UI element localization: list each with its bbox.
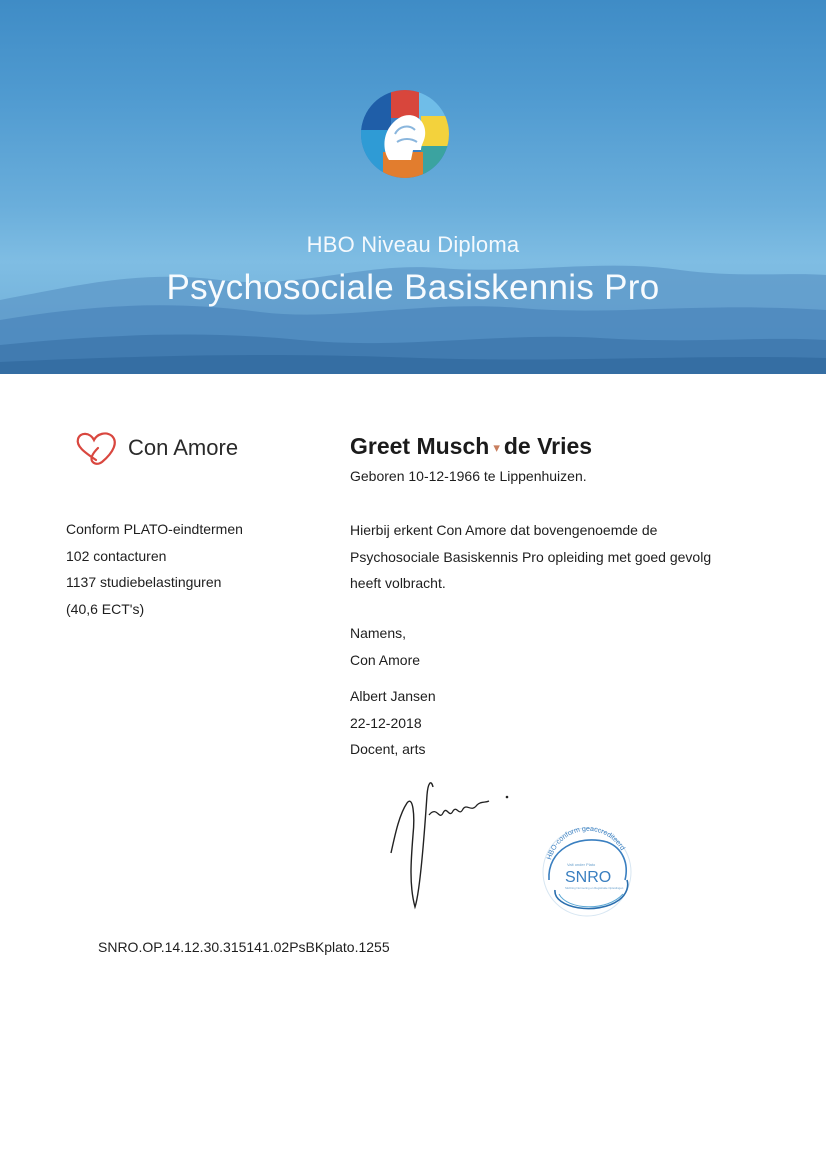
diploma-level: HBO Niveau Diploma <box>306 232 520 257</box>
certificate-code: SNRO.OP.14.12.30.315141.02PsBKplato.1255 <box>98 939 390 955</box>
diploma-title: Psychosociale Basiskennis Pro <box>166 268 660 307</box>
seal-small-text: Valt onder Plato <box>567 862 596 867</box>
snro-accreditation-seal <box>537 820 637 920</box>
mountain-landscape <box>0 0 826 374</box>
header-banner <box>0 0 826 374</box>
statement-line: Hierbij erkent Con Amore dat bovengenoemde de <box>350 522 658 538</box>
brain-logo-icon <box>361 90 449 178</box>
signatory <box>350 683 436 763</box>
course-details <box>66 516 243 622</box>
recipient-name-first: Greet Musch <box>350 433 490 459</box>
statement-line: heeft volbracht. <box>350 575 446 591</box>
handwritten-signature <box>385 775 525 915</box>
detail-line: 1137 studiebelastinguren <box>66 574 222 590</box>
recipient-birth: Geboren 10-12-1966 te Lippenhuizen. <box>350 468 587 484</box>
signatory-date: 22-12-2018 <box>350 714 422 731</box>
seal-arc-text-path: HBO-conform geaccrediteerd <box>546 825 626 861</box>
signatory-role: Docent, arts <box>350 741 426 757</box>
seal-caption: Stichting Normering en Registratie Opleidingen <box>565 886 624 890</box>
recipient-name-second: de Vries <box>503 433 593 459</box>
brand <box>72 430 238 466</box>
signatory-name: Albert Jansen <box>350 688 436 704</box>
recipient-name <box>350 433 592 460</box>
statement-line: Psychosociale Basiskennis Pro opleiding met goed gevolg <box>350 548 712 565</box>
detail-line: Conform PLATO-eindtermen <box>66 521 243 537</box>
on-behalf <box>350 620 420 673</box>
detail-line: (40,6 ECT's) <box>66 600 145 617</box>
heart-outline-icon <box>72 430 120 466</box>
statement <box>350 517 750 597</box>
separator-mark: ▾ <box>493 439 500 455</box>
detail-line: 102 contacturen <box>66 547 167 564</box>
on-behalf-line: Con Amore <box>350 651 421 668</box>
seal-acronym: SNRO <box>565 869 612 886</box>
brand-name: Con Amore <box>128 435 239 460</box>
on-behalf-line: Namens, <box>350 625 407 641</box>
